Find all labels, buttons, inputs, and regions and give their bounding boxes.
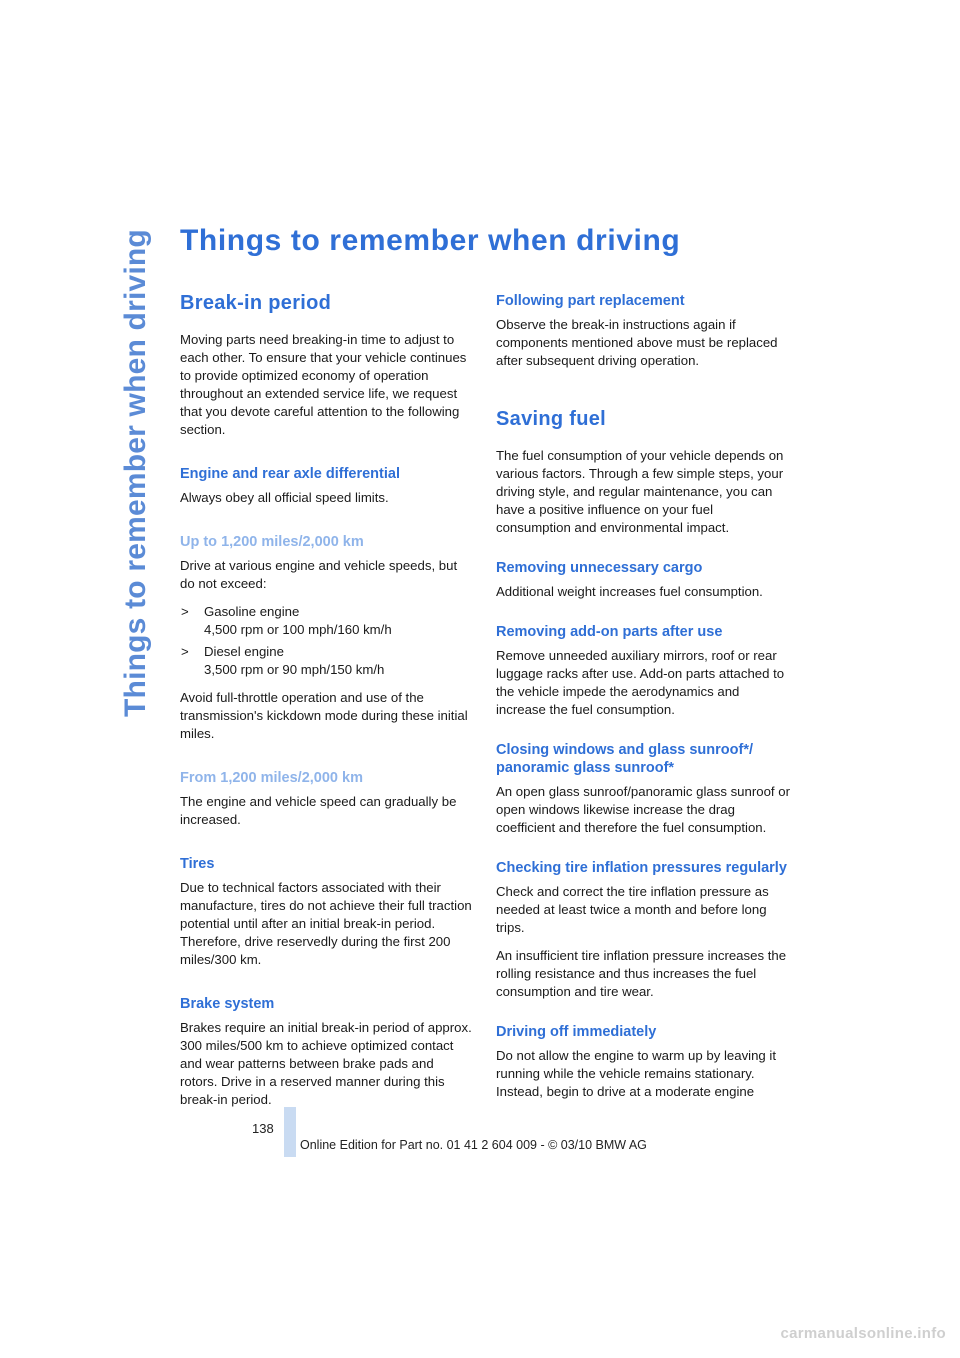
watermark: carmanualsonline.info: [780, 1325, 946, 1342]
left-column: [180, 292, 474, 1119]
page-title: Things to remember when driving: [180, 224, 681, 257]
saving-text: The fuel consumption of your vehicle depends on various factors. Through a few simple steps, your driving style, and regular maintenance, you can have a positive influence on your fuel consumption and environmental impact.: [496, 448, 784, 535]
bullet-marker: >: [181, 604, 189, 619]
closing-heading: Closing windows and glass sunroof*/ panoramic glass sunroof*: [496, 742, 753, 776]
list-item: [180, 603, 474, 639]
following-heading: Following part replacement: [496, 293, 685, 309]
page-number: 138: [252, 1121, 274, 1136]
saving-heading: Saving fuel: [496, 408, 606, 430]
following-text: Observe the break-in instructions again if components mentioned above must be replaced after subsequent driving operation.: [496, 317, 778, 368]
closing-text: An open glass sunroof/panoramic glass sunroof or open windows likewise increase the drag coefficient and therefore the fuel consumption.: [496, 784, 790, 835]
edition-footer: Online Edition for Part no. 01 41 2 604 009 - © 03/10 BMW AG: [300, 1138, 647, 1152]
brake-heading: Brake system: [180, 996, 275, 1012]
bullet-marker: >: [181, 644, 189, 659]
bullet-line: Diesel engine: [204, 644, 284, 659]
list-item: [180, 643, 474, 679]
rpm-limit-list: [180, 603, 474, 679]
brake-text: Brakes require an initial break-in period of approx. 300 miles/500 km to achieve optimized contact and wear patterns between brake pads and rotors. Drive in a reserved manner during this break-in period.: [180, 1020, 472, 1107]
upto-text: Drive at various engine and vehicle speeds, but do not exceed:: [180, 558, 458, 591]
addon-heading: Removing add-on parts after use: [496, 624, 723, 640]
tires-text: Due to technical factors associated with their manufacture, tires do not achieve their full traction potential until after an initial break-in period. Therefore, drive reservedly during the first 200 miles/300 km.: [180, 880, 472, 967]
driving-text: Do not allow the engine to warm up by leaving it running while the vehicle remains stationary. Instead, begin to drive at a moderate engine: [496, 1048, 777, 1099]
side-chapter-label: Things to remember when driving: [119, 229, 152, 717]
tires-heading: Tires: [180, 856, 215, 872]
addon-text: Remove unneeded auxiliary mirrors, roof or rear luggage racks after use. Add-on parts attached to the vehicle impede the aerodynamics and increase the fuel consumption.: [496, 648, 785, 717]
side-chapter-tab: [118, 229, 154, 717]
avoid-text: Avoid full-throttle operation and use of the transmission's kickdown mode during these initial miles.: [180, 690, 468, 741]
bullet-line: 4,500 rpm or 100 mph/160 km/h: [204, 622, 392, 637]
upto-heading: Up to 1,200 miles/2,000 km: [180, 534, 364, 550]
cargo-text: Additional weight increases fuel consumption.: [496, 584, 763, 599]
engine-text: Always obey all official speed limits.: [180, 490, 389, 505]
driving-heading: Driving off immediately: [496, 1024, 657, 1040]
bullet-line: 3,500 rpm or 90 mph/150 km/h: [204, 662, 385, 677]
checking-text-2: An insufficient tire inflation pressure increases the rolling resistance and thus increases the fuel consumption and tire wear.: [496, 948, 787, 999]
bullet-line: Gasoline engine: [204, 604, 300, 619]
engine-heading: Engine and rear axle differential: [180, 466, 400, 482]
from-heading: From 1,200 miles/2,000 km: [180, 770, 363, 786]
footer-accent-bar: [284, 1107, 296, 1157]
checking-heading: Checking tire inflation pressures regularly: [496, 860, 787, 876]
from-text: The engine and vehicle speed can gradually be increased.: [180, 794, 457, 827]
right-column: [496, 292, 790, 1111]
breakin-heading: Break-in period: [180, 292, 332, 314]
checking-text-1: Check and correct the tire inflation pressure as needed at least twice a month and before long trips.: [496, 884, 769, 935]
breakin-text: Moving parts need breaking-in time to adjust to each other. To ensure that your vehicle continues to provide optimized economy of operation throughout an extended service life, we request that you devote careful attention to the following section.: [180, 332, 467, 437]
cargo-heading: Removing unnecessary cargo: [496, 560, 703, 576]
